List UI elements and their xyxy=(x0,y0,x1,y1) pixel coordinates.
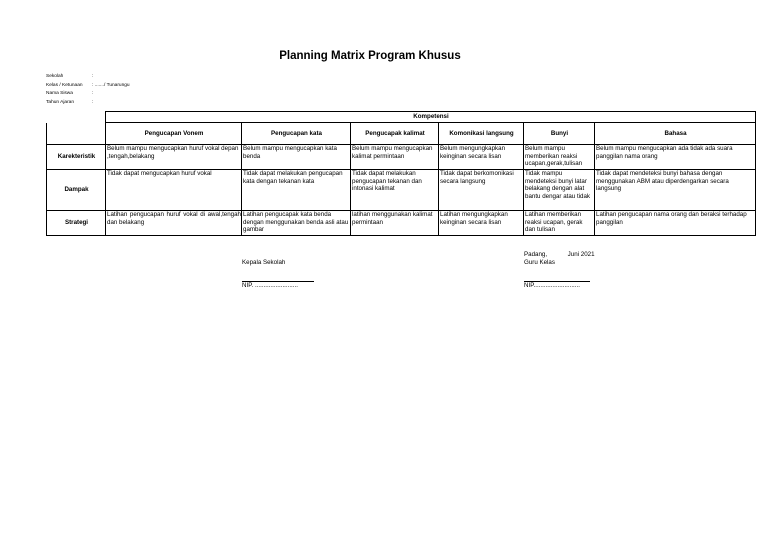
info-value: : ......./ Tunarungu xyxy=(92,82,130,88)
teacher-title: Guru Kelas xyxy=(524,259,555,266)
corner-cell xyxy=(47,123,106,145)
info-value: : xyxy=(92,74,94,79)
principal-title: Kepala Sekolah xyxy=(242,259,286,266)
principal-signature xyxy=(242,259,314,290)
table-cell: latihan menggunakan kalimat permintaan xyxy=(351,211,439,236)
info-row-class xyxy=(46,82,130,91)
table-cell: Latihan pengucapan nama orang dan beraksi terhadap panggilan xyxy=(595,211,756,236)
table-cell: Belum mampu mengucapkan ada tidak ada suara panggilan nama orang xyxy=(595,145,756,170)
table-cell: Belum mampu mengucapkan kata benda xyxy=(242,145,351,170)
table-cell: Latihan pengucapak kata benda dengan menggunakan benda asli atau gambar xyxy=(242,211,351,236)
table-cell: Tidak mampu mendeteksi bunyi latar belakang dengan alat bantu dengar atau tidak xyxy=(524,170,595,211)
table-cell: Tidak dapat mendeteksi bunyi bahasa dengan menggunakan ABM atau diperdengarkan secara langsung xyxy=(595,170,756,211)
column-header-row xyxy=(47,123,756,145)
column-header: Pengucapak kalimat xyxy=(351,123,439,145)
principal-nip: NIP. ......................... xyxy=(242,282,298,289)
teacher-nip: NIP........................... xyxy=(524,282,580,289)
column-header: Bahasa xyxy=(595,123,756,145)
info-value: : xyxy=(92,91,94,96)
teacher-signature xyxy=(524,251,595,290)
table-row xyxy=(47,145,756,170)
info-row-year xyxy=(46,99,130,108)
table-cell: Tidak dapat mengucapkan huruf vokal xyxy=(106,170,242,211)
table-cell: Latihan memberikan reaksi ucapan, gerak dan tulisan xyxy=(524,211,595,236)
column-header: Pengucapan kata xyxy=(242,123,351,145)
row-header: Strategi xyxy=(47,211,106,236)
info-row-school xyxy=(46,73,130,82)
info-label: Tahun Ajaran xyxy=(46,99,75,105)
table-row xyxy=(47,211,756,236)
column-header: Pengucapan Vonem xyxy=(106,123,242,145)
table-cell: Tidak dapat melakukan pengucapan tekanan dan intonasi kalimat xyxy=(351,170,439,211)
page-title: Planning Matrix Program Khusus xyxy=(279,50,461,62)
planning-matrix-table xyxy=(46,111,756,236)
column-header: Bunyi xyxy=(524,123,595,145)
info-label: Sekolah xyxy=(46,74,64,79)
column-header: Komonikasi langsung xyxy=(439,123,524,145)
table-row xyxy=(47,170,756,211)
place-date: Padang, Juni 2021 xyxy=(524,251,595,258)
row-header: Karekteristik xyxy=(47,145,106,170)
row-header: Dampak xyxy=(47,170,106,211)
table-cell: Tidak dapat melakukan pengucapan kata dengan tekanan kata xyxy=(242,170,351,211)
table-cell: Belum mampu mengucapkan huruf vokal depan ,tengah,belakang xyxy=(106,145,242,170)
table-cell: Tidak dapat berkomonikasi secara langsung xyxy=(439,170,524,211)
table-cell: Belum mengungkapkan keinginan secara lisan xyxy=(439,145,524,170)
table-cell: Belum mampu mengucapkan kalimat permintaan xyxy=(351,145,439,170)
info-value: : xyxy=(92,99,94,105)
info-row-student xyxy=(46,90,130,99)
info-label: Nama Siswa xyxy=(46,91,73,96)
student-info xyxy=(46,73,130,107)
corner-cell xyxy=(47,112,106,123)
table-cell: Latihan mengungkapkan keinginan secara lisan xyxy=(439,211,524,236)
table-cell: Belum mampu memberikan reaksi ucapan,gerak,tulisan xyxy=(524,145,595,170)
group-header: Kompetensi xyxy=(106,112,756,123)
info-label: Kelas / Ketunaan xyxy=(46,82,83,88)
table-cell: Latihan pengucapan huruf vokal di awal,tengah dan belakang xyxy=(106,211,242,236)
group-header-row xyxy=(47,112,756,123)
